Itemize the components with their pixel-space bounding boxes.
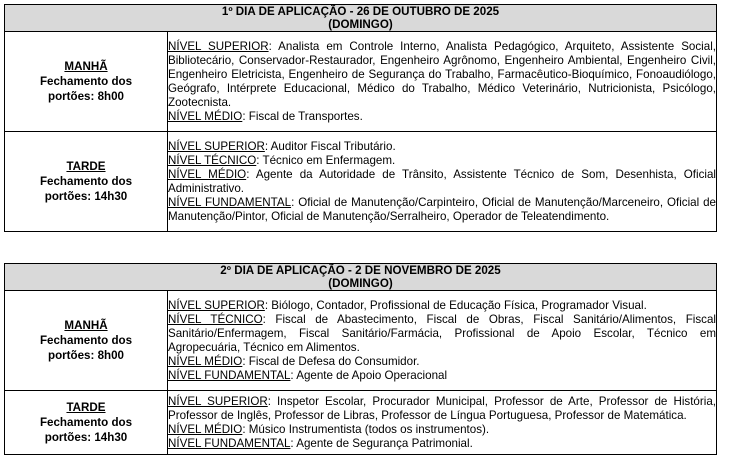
day-2-morning-period xyxy=(5,291,168,391)
day-2-schedule-table xyxy=(4,263,717,455)
day-1-afternoon-period xyxy=(5,132,168,232)
level-positions: : Auditor Fiscal Tributário. xyxy=(264,139,396,153)
level-entry xyxy=(168,168,716,196)
level-label: NÍVEL TÉCNICO xyxy=(168,312,263,326)
day-1-title-prefix: 1º DIA DE APLICAÇÃO xyxy=(221,5,347,18)
level-entry xyxy=(168,40,716,110)
day-1-afternoon-positions xyxy=(168,132,717,232)
level-label: NÍVEL SUPERIOR xyxy=(168,394,268,408)
level-entry xyxy=(168,196,716,224)
level-entry xyxy=(168,140,716,154)
level-label: NÍVEL MÉDIO xyxy=(168,422,243,436)
level-positions: : Agente de Apoio Operacional xyxy=(290,368,448,382)
level-label: NÍVEL FUNDAMENTAL xyxy=(168,195,292,209)
gate-closing-label: Fechamento dos xyxy=(39,75,133,88)
level-positions: : Técnico em Enfermagem. xyxy=(256,153,396,167)
level-label: NÍVEL FUNDAMENTAL xyxy=(168,436,291,450)
level-entry xyxy=(168,369,716,383)
gate-closing-label: Fechamento dos xyxy=(39,334,133,347)
level-label: NÍVEL SUPERIOR xyxy=(168,139,265,153)
level-entry xyxy=(168,299,716,313)
level-positions: : Biólogo, Contador, Profissional de Educação Física, Programador Visual. xyxy=(264,298,647,312)
gate-closing-time: portões: 14h30 xyxy=(44,190,128,203)
day-1-title-date: - 26 DE OUTUBRO DE 2025 xyxy=(346,5,500,18)
level-positions: : Agente de Segurança Patrimonial. xyxy=(290,436,473,450)
level-label: NÍVEL MÉDIO xyxy=(168,109,243,123)
level-label: NÍVEL MÉDIO xyxy=(168,354,243,368)
level-positions: : Agente da Autoridade de Trânsito, Assistente Técnico de Som, Desenhista, Oficial Administrativo. xyxy=(168,167,716,195)
period-name: MANHÃ xyxy=(64,319,108,332)
level-entry xyxy=(168,154,716,168)
day-1-morning-period xyxy=(5,32,168,132)
day-1-weekday: (DOMINGO) xyxy=(328,18,393,31)
day-2-afternoon-period xyxy=(5,391,168,455)
day-2-morning-positions xyxy=(168,291,717,391)
level-entry xyxy=(168,437,716,451)
day-2-title-prefix: 2º DIA DE APLICAÇÃO xyxy=(220,264,345,277)
level-positions: : Músico Instrumentista (todos os instrumentos). xyxy=(242,422,490,436)
level-label: NÍVEL SUPERIOR xyxy=(168,298,265,312)
day-2-title-date: - 2 DE NOVEMBRO DE 2025 xyxy=(344,264,501,277)
gate-closing-time: portões: 8h00 xyxy=(47,349,125,362)
period-name: TARDE xyxy=(66,401,106,414)
level-positions: : Fiscal de Transportes. xyxy=(242,109,363,123)
gate-closing-label: Fechamento dos xyxy=(39,175,133,188)
level-entry xyxy=(168,313,716,355)
level-positions: : Oficial de Manutenção/Carpinteiro, Oficial de Manutenção/Marceneiro, Oficial de Manutenção/Pintor, Oficial de Manutenção/Serralheiro, Operador de Teleatendimento. xyxy=(168,195,716,223)
gate-closing-time: portões: 8h00 xyxy=(47,90,125,103)
level-positions: : Fiscal de Abastecimento, Fiscal de Obras, Fiscal Sanitário/Alimentos, Fiscal Sanitário/Enfermagem, Fiscal Sanitário/Farmácia, Profissional de Apoio Escolar, Técnico em Agropecuária, Técnico em Alimentos. xyxy=(168,312,716,354)
level-label: NÍVEL SUPERIOR xyxy=(168,39,269,53)
level-entry xyxy=(168,423,716,437)
gate-closing-time: portões: 14h30 xyxy=(44,431,128,444)
level-entry xyxy=(168,395,716,423)
level-positions: : Fiscal de Defesa do Consumidor. xyxy=(242,354,420,368)
gate-closing-label: Fechamento dos xyxy=(39,416,133,429)
level-entry xyxy=(168,110,716,124)
day-2-afternoon-positions xyxy=(168,391,717,455)
day-2-weekday: (DOMINGO) xyxy=(328,277,393,290)
level-positions: : Analista em Controle Interno, Analista Pedagógico, Arquiteto, Assistente Social, Bibliotecário, Conservador-Restaurador, Engenheiro Agrônomo, Engenheiro Ambiental, Engenheiro Civil, Engenheiro Eletricista, Engenheiro de Segurança do Trabalho, Farmacêutico-Bioquímico, Fonoaudiólogo, Geógrafo, Intérprete Educacional, Médico do Trabalho, Médico Veterinário, Nutricionista, Psicólogo, Zootecnista. xyxy=(168,39,716,109)
level-positions: : Inspetor Escolar, Procurador Municipal, Professor de Arte, Professor de História, Professor de Inglês, Professor de Libras, Professor de Língua Portuguesa, Professor de Matemática. xyxy=(168,394,716,422)
level-label: NÍVEL MÉDIO xyxy=(168,167,247,181)
day-2-header xyxy=(5,264,717,291)
day-1-header xyxy=(5,5,717,32)
day-1-morning-positions xyxy=(168,32,717,132)
level-label: NÍVEL TÉCNICO xyxy=(168,153,257,167)
level-label: NÍVEL FUNDAMENTAL xyxy=(168,368,291,382)
level-entry xyxy=(168,355,716,369)
day-1-schedule-table xyxy=(4,4,717,232)
period-name: MANHÃ xyxy=(64,60,108,73)
period-name: TARDE xyxy=(66,160,106,173)
